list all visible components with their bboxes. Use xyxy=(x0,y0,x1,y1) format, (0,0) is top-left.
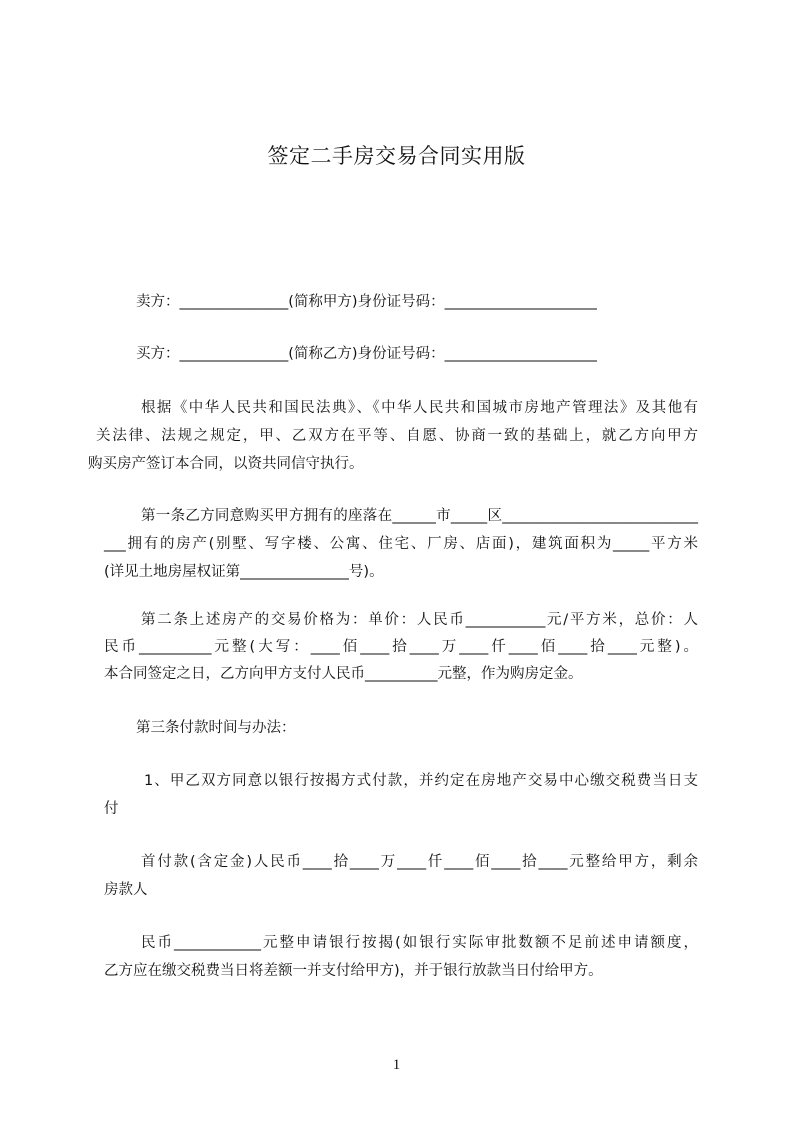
buyer-line: 买方：_______________(简称乙方)身份证号码：_____________________ xyxy=(136,346,597,362)
clause1-line-1: 1、甲乙双方同意以银行按揭方式付款，并约定在房地产交易中心缴交税费当日支 xyxy=(144,773,698,789)
down-payment-line-2: 房款人 xyxy=(104,882,148,898)
clause1-line-2: 付 xyxy=(104,801,119,817)
article2-line-3: 本合同签定之日，乙方向甲方支付人民币__________元整，作为购房定金。 xyxy=(104,666,583,682)
intro-line-2: 关法律、法规之规定，甲、乙双方在平等、自愿、协商一致的基础上，就乙方向甲方 xyxy=(96,428,698,444)
article1-line-3: (详见土地房屋权证第_______________号)。 xyxy=(104,564,384,580)
article2-line-1: 第二条上述房产的交易价格为：单价：人民币___________元/平方米，总价：人 xyxy=(141,612,698,628)
intro-line-3: 购买房产签订本合同，以资共同信守执行。 xyxy=(88,456,364,472)
loan-line-2: 乙方应在缴交税费当日将差额一并支付给甲方)，并于银行放款当日付给甲方。 xyxy=(104,963,603,979)
seller-line: 卖方：_______________(简称甲方)身份证号码：_____________________ xyxy=(136,294,597,310)
article3-heading: 第三条付款时间与办法： xyxy=(136,720,296,736)
article1-line-1: 第一条乙方同意购买甲方拥有的座落在______市_____区___________________________ xyxy=(141,508,698,524)
page-number: 1 xyxy=(392,1057,401,1073)
document-title: 签定二手房交易合同实用版 xyxy=(267,144,526,168)
loan-line-1: 民币____________元整申请银行按揭(如银行实际审批数额不足前述申请额度， xyxy=(141,935,698,951)
down-payment-line-1: 首付款(含定金)人民币____拾____万____仟____佰____拾____元整给甲方，剩余 xyxy=(141,854,698,870)
article2-line-2: 民币__________元整(大写：____佰____拾____万____仟____佰____拾____元整)。 xyxy=(104,639,698,655)
article1-line-2: ___拥有的房产(别墅、写字楼、公寓、住宅、厂房、店面)，建筑面积为_____平方米 xyxy=(104,536,698,552)
intro-line-1: 根据《中华人民共和国民法典》、《中华人民共和国城市房地产管理法》及其他有 xyxy=(141,400,698,416)
